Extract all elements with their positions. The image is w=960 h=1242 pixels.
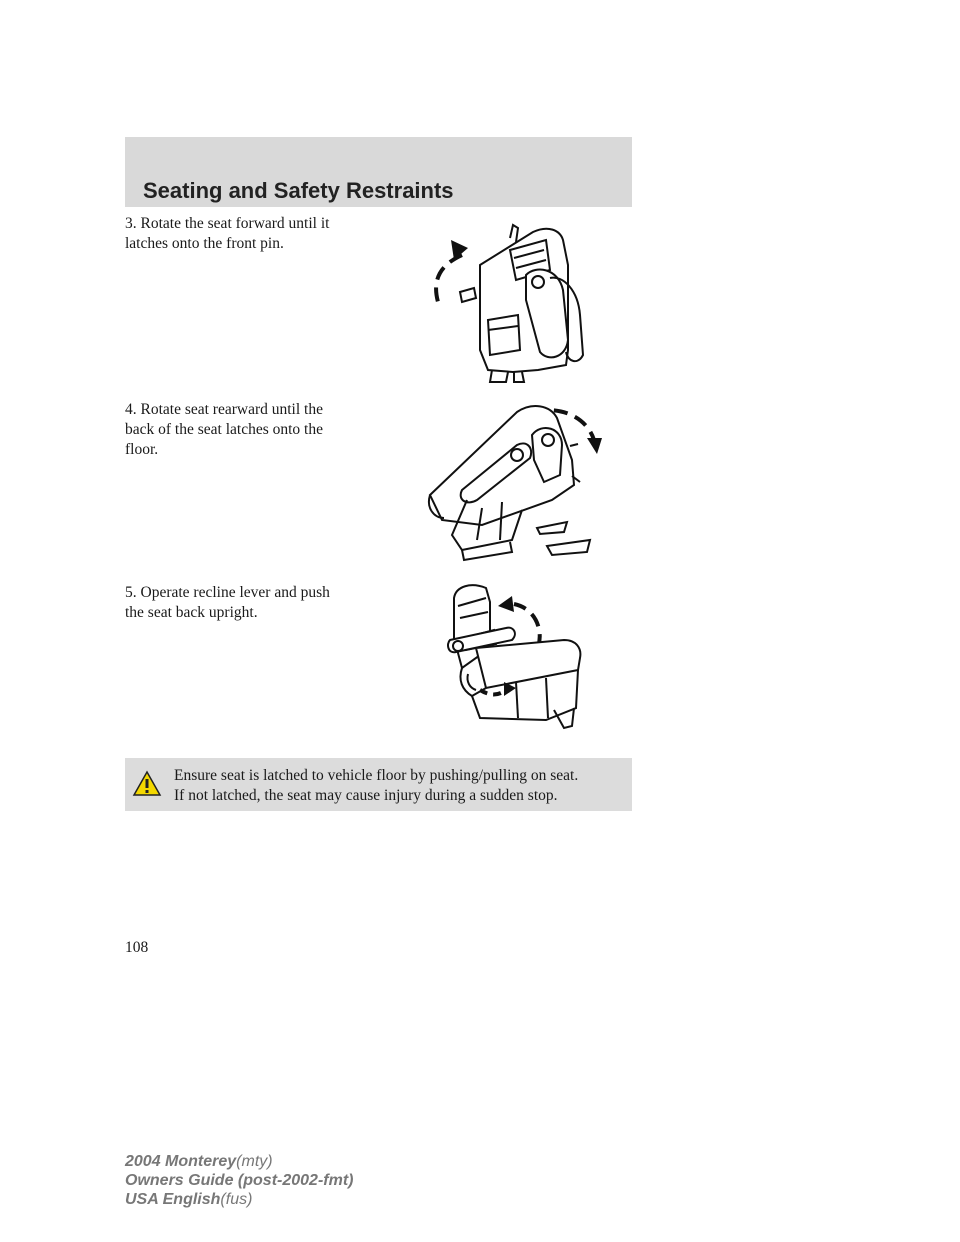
footer-line-2: Owners Guide (post-2002-fmt)	[125, 1172, 354, 1189]
footer-line-3: USA English(fus)	[125, 1191, 253, 1208]
step-5-line-1: 5. Operate recline lever and push	[125, 584, 330, 601]
step-3-line-1: 3. Rotate the seat forward until it	[125, 215, 330, 232]
step-4-line-3: floor.	[125, 441, 159, 458]
step-4-line-1: 4. Rotate seat rearward until the	[125, 401, 323, 418]
warning-triangle-icon	[132, 770, 162, 797]
page-number: 108	[125, 939, 149, 956]
step-5-text	[125, 583, 375, 623]
warning-text	[174, 766, 578, 806]
footer-line-1: 2004 Monterey(mty)	[125, 1153, 273, 1170]
seat-rotate-rearward-icon	[422, 400, 618, 572]
step-4-line-2: back of the seat latches onto the	[125, 421, 323, 438]
seat-recline-upright-icon	[446, 578, 588, 738]
footer-doc-info	[125, 1152, 353, 1209]
warning-line-1: Ensure seat is latched to vehicle floor by pushing/pulling on seat.	[174, 767, 579, 784]
step-4-text	[125, 400, 375, 460]
step-5-line-2: the seat back upright.	[125, 604, 258, 621]
step-3-line-2: latches onto the front pin.	[125, 235, 284, 252]
warning-line-2: If not latched, the seat may cause injury during a sudden stop.	[174, 787, 558, 804]
seat-fold-forward-icon	[418, 220, 598, 390]
step-3-text	[125, 214, 375, 254]
section-title: Seating and Safety Restraints	[143, 178, 454, 203]
